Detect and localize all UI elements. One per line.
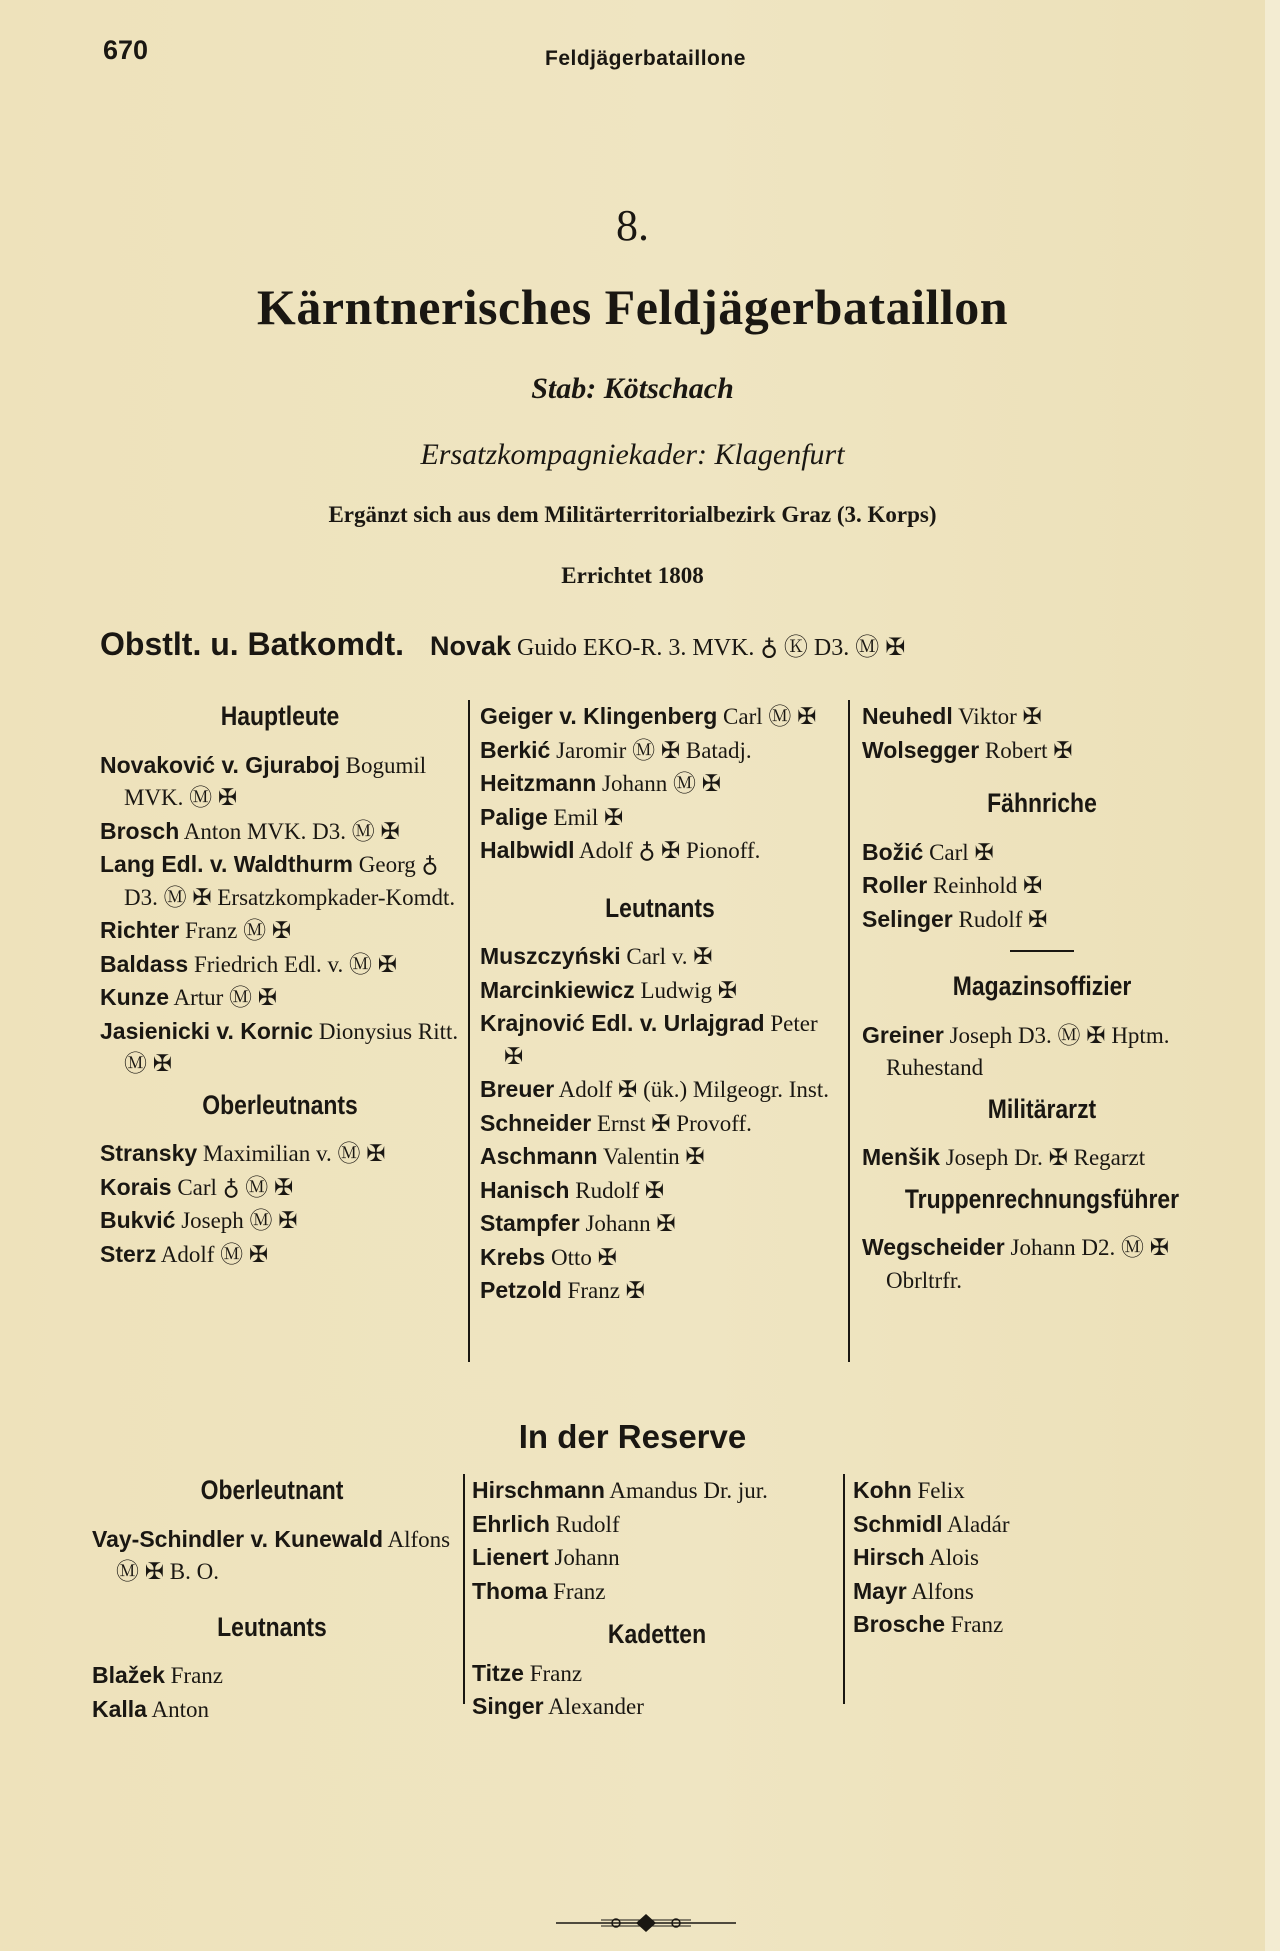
officer-name: Wegscheider (862, 1234, 1005, 1260)
officer-name: Novaković v. Gjuraboj (100, 751, 340, 778)
officer-name: Palige (480, 803, 548, 830)
section-heading: Truppenrechnungsführer (904, 1183, 1180, 1214)
officer-details: Franz Ⓜ ✠ (185, 918, 292, 943)
officer-name: Lang Edl. v. Waldthurm (100, 851, 353, 877)
officer-name: Greiner (862, 1021, 944, 1048)
officer-name: Aschmann (480, 1143, 598, 1169)
officer-details: Alexander (548, 1694, 644, 1719)
list-item (100, 948, 460, 982)
officer-details: Franz (950, 1612, 1004, 1637)
list-item (862, 1141, 1222, 1175)
officer-details: Franz ✠ (567, 1278, 645, 1303)
officer-details: Dionysius Ritt. Ⓜ ✠ (124, 1018, 459, 1076)
officer-details: Joseph Ⓜ ✠ (181, 1208, 298, 1233)
list-item (480, 801, 840, 835)
commander-details: Guido EKO-R. 3. MVK. ♁ Ⓚ D3. Ⓜ ✠ (517, 635, 906, 661)
officer-details: Georg ♁ D3. Ⓜ ✠ Ersatzkompkader-Komdt. (124, 852, 456, 910)
officer-details: Adolf ♁ ✠ Pionoff. (579, 838, 761, 863)
officer-details: Alfons (911, 1578, 974, 1604)
list-item (472, 1474, 842, 1508)
page-number: 670 (103, 35, 149, 65)
officer-name: Schmidl (853, 1510, 943, 1537)
column-officers-1 (100, 700, 460, 1271)
officer-details: Franz (170, 1663, 223, 1688)
reserve-column-1 (92, 1474, 452, 1726)
officer-details: Bogumil MVK. Ⓜ ✠ (124, 752, 427, 810)
officer-name: Neuhedl (862, 703, 953, 729)
list-item (853, 1608, 1213, 1642)
staff-location: Stab: Kötschach (531, 372, 734, 405)
list-item (100, 1204, 460, 1238)
officer-name: Petzold (480, 1277, 562, 1303)
commander-rank: Obstlt. u. Batkomdt. (100, 626, 404, 662)
officer-details: Rudolf ✠ (575, 1177, 665, 1203)
list-item (100, 749, 460, 815)
officer-name: Marcinkiewicz (480, 976, 635, 1003)
list-item (472, 1575, 842, 1609)
officer-name: Božić (862, 838, 924, 865)
officer-details: Carl ♁ Ⓜ ✠ (177, 1174, 294, 1200)
list-item (853, 1541, 1213, 1575)
list-item (853, 1508, 1213, 1542)
officer-details: Viktor ✠ (958, 704, 1042, 729)
officer-name: Ehrlich (472, 1510, 550, 1537)
section-heading: Militärarzt (987, 1093, 1097, 1124)
list-item (480, 1207, 840, 1241)
officer-details: Emil ✠ (553, 804, 624, 830)
officer-details: Peter ✠ (504, 1011, 818, 1069)
officer-name: Singer (472, 1693, 544, 1719)
reserve-column-2 (472, 1474, 842, 1724)
officer-details: Johann ✠ (585, 1211, 676, 1236)
section-heading: Oberleutnant (200, 1475, 344, 1505)
list-item (480, 974, 840, 1008)
list-item (862, 869, 1222, 903)
officer-details: Alfons Ⓜ ✠ B. O. (116, 1526, 451, 1584)
established-year: Errichtet 1808 (561, 563, 704, 588)
column-divider (468, 700, 470, 1362)
officer-details: Otto ✠ (550, 1244, 617, 1270)
officer-details: Joseph D3. Ⓜ ✠ Hptm. Ruhestand (886, 1022, 1170, 1080)
list-item (480, 700, 840, 734)
list-item (472, 1690, 842, 1724)
officer-details: Valentin ✠ (602, 1144, 705, 1169)
officer-details: Joseph Dr. ✠ Regarzt (945, 1145, 1146, 1170)
officer-details: Carl ✠ (929, 839, 994, 865)
officer-name: Breuer (480, 1076, 555, 1102)
list-item (100, 1171, 460, 1205)
officer-details: Felix (917, 1478, 965, 1503)
officer-name: Kunze (100, 984, 169, 1010)
list-item (480, 1107, 840, 1141)
officer-name: Hanisch (480, 1176, 570, 1203)
section-heading: Magazinsoffizier (952, 971, 1132, 1001)
reserve-cadre-location: Ersatzkompagniekader: Klagenfurt (420, 438, 845, 471)
officer-details: Carl Ⓜ ✠ (723, 704, 817, 729)
list-item (100, 1015, 460, 1081)
officer-details: Johann (554, 1545, 620, 1570)
list-item (862, 700, 1222, 734)
officer-name: Wolsegger (862, 736, 980, 763)
list-item (480, 1241, 840, 1275)
officer-name: Bukvić (100, 1207, 176, 1233)
officer-details: Aladár (946, 1511, 1010, 1537)
officer-details: Rudolf (555, 1511, 620, 1537)
officer-details: Anton (151, 1696, 209, 1722)
unit-title: Kärntnerisches Feldjägerbataillon (256, 279, 1009, 335)
list-item (853, 1474, 1213, 1508)
list-item (853, 1575, 1213, 1609)
officer-name: Stransky (100, 1140, 198, 1166)
officer-name: Lienert (472, 1544, 549, 1570)
officer-name: Halbwidl (480, 837, 575, 863)
list-item (480, 1174, 840, 1208)
recruitment-district: Ergänzt sich aus dem Militärterritorialbezirk Graz (3. Korps) (328, 502, 937, 527)
officer-name: Roller (862, 872, 928, 898)
reserve-column-3 (853, 1474, 1213, 1642)
column-divider (463, 1474, 465, 1704)
officer-details: Carl v. ✠ (626, 944, 713, 969)
column-officers-2 (480, 700, 840, 1308)
list-item (100, 815, 460, 849)
list-item (100, 1238, 460, 1272)
officer-details: Adolf ✠ (ük.) Milgeogr. Inst. (558, 1077, 829, 1102)
list-item (862, 1231, 1222, 1297)
officer-details: Reinhold ✠ (932, 873, 1043, 898)
section-heading: Leutnants (217, 1611, 327, 1642)
list-item (480, 1007, 840, 1073)
column-officers-3 (862, 700, 1222, 1297)
list-item (100, 981, 460, 1015)
unit-number: 8. (616, 201, 649, 250)
reserve-title: In der Reserve (518, 1418, 747, 1455)
list-item (100, 914, 460, 948)
list-item (862, 734, 1222, 768)
officer-details: Jaromir Ⓜ ✠ Batadj. (556, 737, 752, 763)
officer-name: Menšik (862, 1144, 940, 1170)
officer-name: Titze (472, 1659, 524, 1686)
officer-name: Geiger v. Klingenberg (480, 703, 718, 729)
officer-name: Jasienicki v. Kornic (100, 1017, 314, 1044)
closing-ornament-icon (556, 1908, 736, 1938)
list-item (100, 1137, 460, 1171)
officer-details: Rudolf ✠ (958, 906, 1048, 932)
officer-name: Vay-Schindler v. Kunewald (92, 1525, 383, 1552)
officer-name: Sterz (100, 1240, 157, 1267)
running-title: Feldjägerbataillone (545, 47, 746, 70)
officer-details: Ludwig ✠ (640, 977, 738, 1003)
officer-details: Amandus Dr. jur. (609, 1478, 768, 1503)
officer-details: Johann D2. Ⓜ ✠ Obrltrfr. (886, 1235, 1170, 1293)
officer-name: Korais (100, 1173, 172, 1200)
officer-name: Brosch (100, 817, 180, 844)
list-item (862, 1019, 1222, 1085)
officer-name: Brosche (853, 1611, 946, 1637)
officer-name: Hirschmann (472, 1477, 605, 1503)
officer-details: Artur Ⓜ ✠ (173, 985, 278, 1010)
list-item (480, 734, 840, 768)
officer-details: Adolf Ⓜ ✠ (160, 1241, 269, 1267)
officer-name: Mayr (853, 1577, 907, 1604)
officer-details: Alois (929, 1545, 979, 1570)
officer-name: Hirsch (853, 1544, 925, 1570)
list-item (480, 1140, 840, 1174)
officer-name: Richter (100, 917, 180, 943)
section-heading: Leutnants (605, 892, 715, 923)
list-item (862, 836, 1222, 870)
commander-line (100, 626, 905, 663)
officer-details: Johann Ⓜ ✠ (602, 771, 721, 796)
officer-details: Ernst ✠ Provoff. (596, 1110, 752, 1136)
list-item (480, 767, 840, 801)
officer-name: Heitzmann (480, 770, 597, 796)
officer-name: Krajnović Edl. v. Urlajgrad (480, 1010, 765, 1036)
section-heading: Oberleutnants (202, 1089, 358, 1120)
list-item (480, 1073, 840, 1107)
section-heading: Kadetten (607, 1619, 707, 1649)
section-heading: Fähnriche (987, 788, 1097, 818)
section-separator (1010, 950, 1074, 952)
list-item (472, 1541, 842, 1575)
list-item (472, 1508, 842, 1542)
list-item (480, 940, 840, 974)
officer-name: Baldass (100, 950, 189, 977)
page-edge (1265, 0, 1280, 1951)
officer-name: Berkić (480, 736, 551, 763)
officer-name: Thoma (472, 1577, 548, 1604)
officer-name: Muszczyński (480, 943, 621, 969)
officer-name: Kalla (92, 1695, 147, 1722)
officer-name: Krebs (480, 1243, 546, 1270)
list-item (480, 1274, 840, 1308)
commander-name: Novak (430, 631, 512, 661)
list-item (92, 1659, 452, 1693)
list-item (92, 1693, 452, 1727)
column-divider (848, 700, 850, 1362)
officer-name: Kohn (853, 1477, 912, 1503)
list-item (480, 834, 840, 868)
officer-name: Stampfer (480, 1210, 580, 1236)
officer-details: Maximilian v. Ⓜ ✠ (202, 1141, 386, 1166)
officer-details: Anton MVK. D3. Ⓜ ✠ (183, 818, 400, 844)
officer-name: Selinger (862, 905, 953, 932)
list-item (92, 1523, 452, 1589)
officer-details: Franz (529, 1660, 583, 1686)
list-item (100, 848, 460, 914)
officer-name: Blažek (92, 1662, 165, 1688)
officer-name: Schneider (480, 1109, 592, 1136)
officer-details: Friedrich Edl. v. Ⓜ ✠ (193, 951, 397, 977)
section-heading: Hauptleute (220, 701, 340, 731)
list-item (862, 903, 1222, 937)
list-item (472, 1657, 842, 1691)
column-divider (843, 1474, 845, 1704)
officer-details: Robert ✠ (984, 737, 1073, 763)
officer-details: Franz (553, 1578, 606, 1604)
